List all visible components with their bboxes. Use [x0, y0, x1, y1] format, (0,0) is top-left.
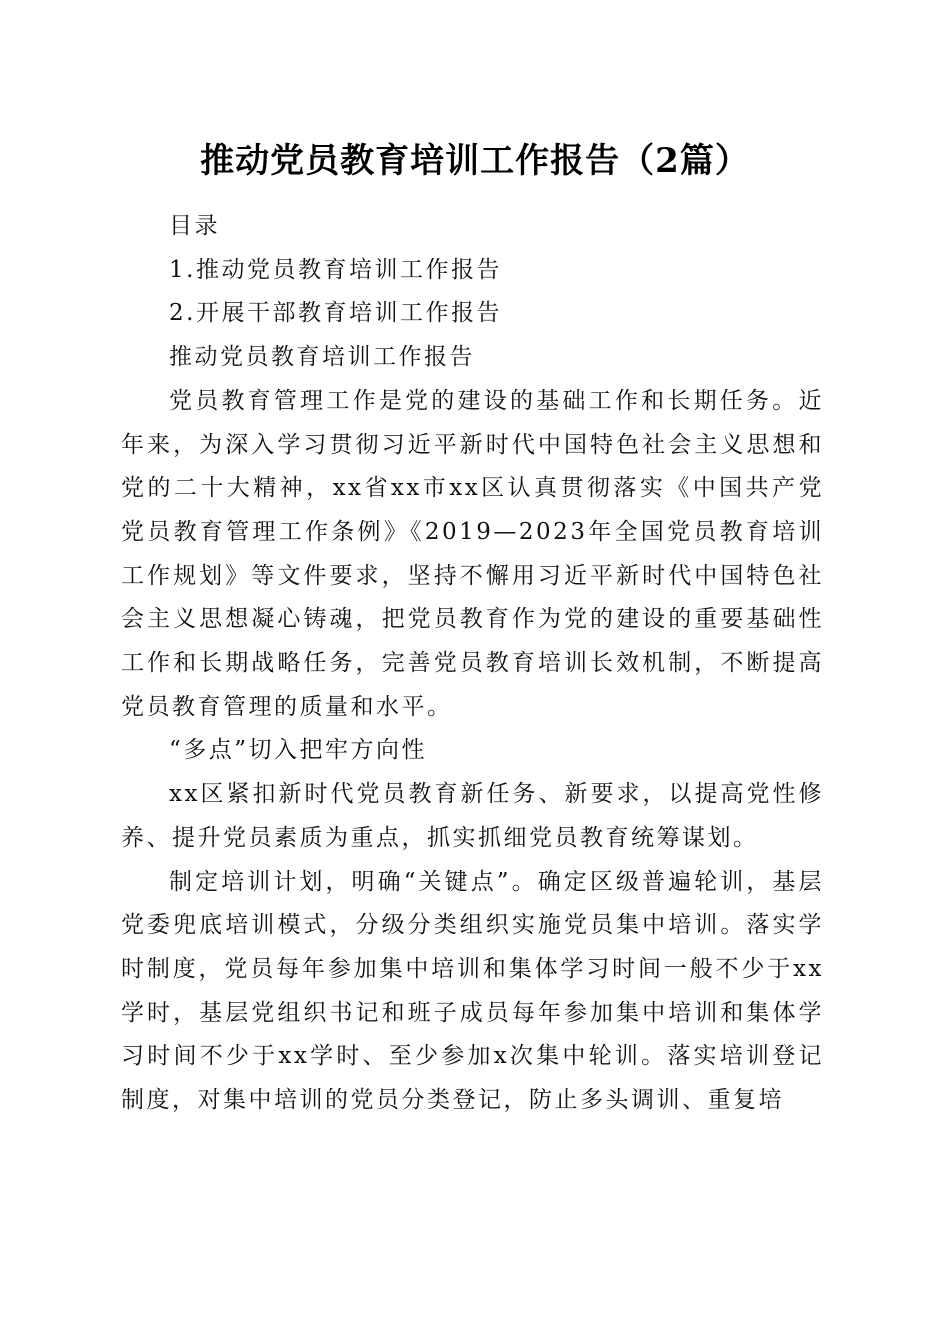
- document-body: [121, 205, 824, 1123]
- document-title: 推动党员教育培训工作报告（2篇）: [200, 141, 750, 181]
- subheading: “多点”切入把牢方向性: [169, 737, 428, 764]
- body-paragraph: 党员教育管理工作是党的建设的基础工作和长期任务。近年来，为深入学习贯彻习近平新时代中国特色社会主义思想和党的二十大精神，xx省xx市xx区认真贯彻落实《中国共产党党员教育管理工作条例》《2019—2023年全国党员教育培训工作规划》等文件要求，坚持不懈用习近平新时代中国特色社会主义思想凝心铸魂，把党员教育作为党的建设的重要基础性工作和长期战略任务，完善党员教育培训长效机制，不断提高党员教育管理的质量和水平。: [121, 387, 824, 720]
- toc-item: 2.开展干部教育培训工作报告: [169, 300, 502, 327]
- toc-item: 1.推动党员教育培训工作报告: [169, 256, 502, 283]
- section-title: 推动党员教育培训工作报告: [169, 344, 475, 371]
- body-paragraph: 制定培训计划，明确“关键点”。确定区级普遍轮训，基层党委兜底培训模式，分级分类组织实施党员集中培训。落实学时制度，党员每年参加集中培训和集体学习时间一般不少于xx学时，基层党组织书记和班子成员每年参加集中培训和集体学习时间不少于xx学时、至少参加x次集中轮训。落实培训登记制度，对集中培训的党员分类登记，防止多头调训、重复培: [121, 868, 824, 1114]
- toc-heading: 目录: [169, 213, 220, 239]
- body-paragraph: xx区紧扣新时代党员教育新任务、新要求，以提高党性修养、提升党员素质为重点，抓实抓细党员教育统筹谋划。: [121, 781, 824, 851]
